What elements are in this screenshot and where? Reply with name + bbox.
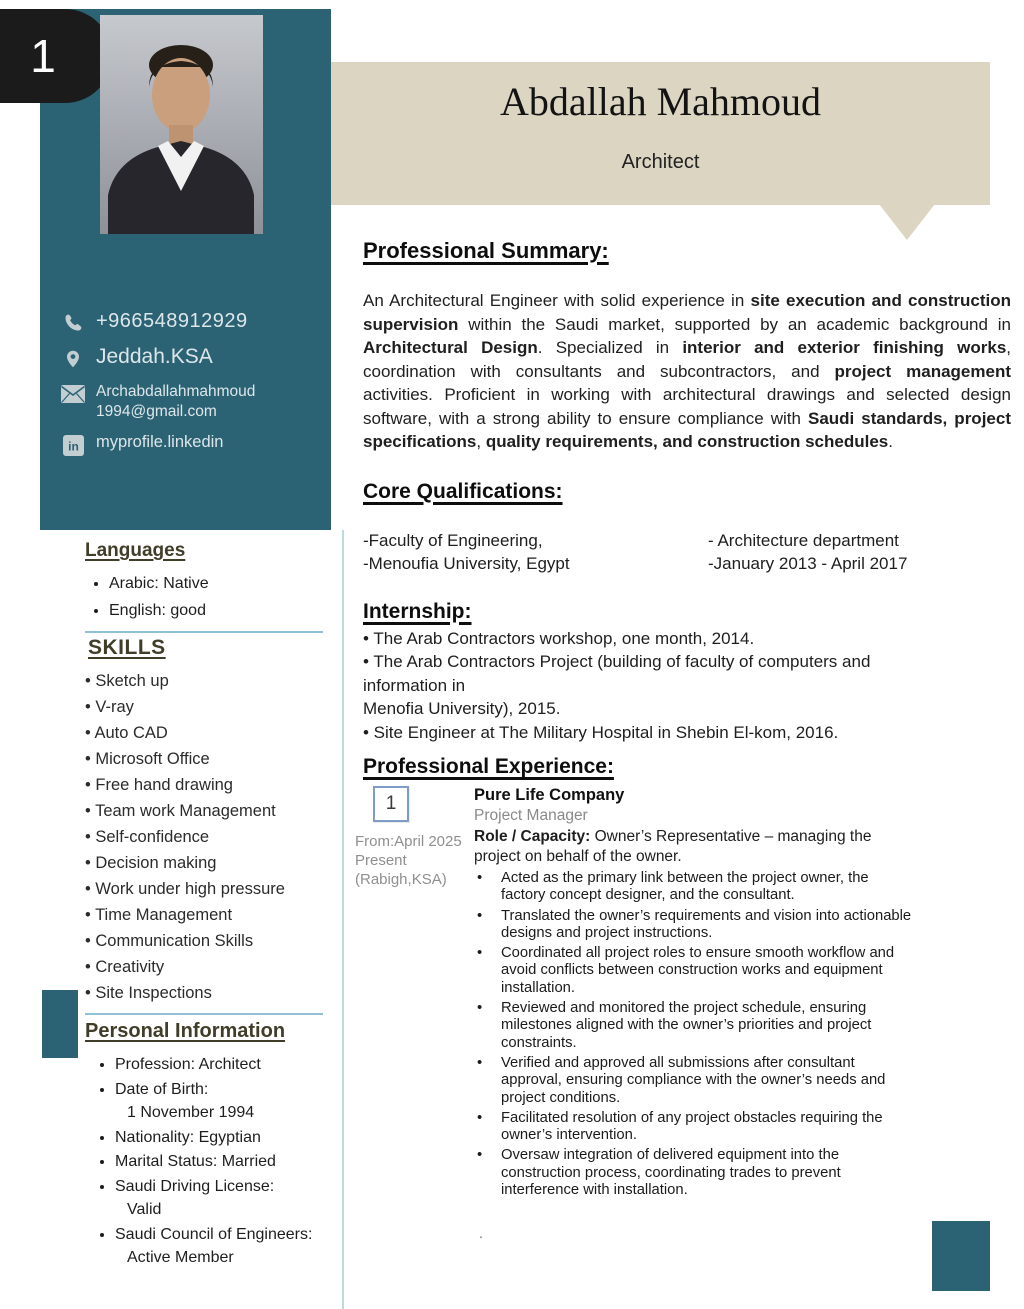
summary-segment: Architectural Design	[363, 338, 538, 357]
skill-item: • Self-confidence	[85, 824, 325, 850]
personal-info-sub: 1 November 1994	[127, 1104, 255, 1121]
summary-segment: Saudi standards, project specifications	[363, 408, 1011, 451]
skill-item: • Creativity	[85, 954, 325, 980]
company-name: Pure Life Company	[474, 786, 625, 804]
sidebar-sections	[85, 540, 325, 1271]
skill-item: • Auto CAD	[85, 720, 325, 746]
personal-info-item	[115, 1150, 325, 1174]
experience-entry	[355, 786, 1011, 1242]
summary-segment: ,	[476, 432, 486, 451]
experience-meta	[355, 786, 474, 1241]
summary-segment: .	[888, 432, 893, 451]
summary-heading: Professional Summary:	[363, 238, 609, 263]
contact-phone: +966548912929	[96, 310, 248, 332]
skill-item: • Microsoft Office	[85, 746, 325, 772]
contact-email-row	[60, 382, 326, 422]
skill-item: • Site Inspections	[85, 980, 325, 1006]
summary-paragraph	[363, 289, 1011, 454]
experience-number-box: 1	[373, 786, 409, 822]
skill-item: • Work under high pressure	[85, 876, 325, 902]
summary-segment: project management	[834, 361, 1011, 381]
svg-text:in: in	[67, 439, 79, 454]
experience-bullet: • Translated the owner’s requirements and vision into actionable designs and project instructions.	[474, 908, 914, 943]
personal-info-main: • Marital Status: Married	[115, 1153, 276, 1170]
role-capacity	[474, 827, 904, 866]
role-capacity-text: Owner’s Representative – managing the project on behalf of the owner.	[474, 828, 872, 865]
qualifications-heading: Core Qualifications:	[363, 479, 563, 503]
qualification-line: - Architecture department	[708, 530, 899, 550]
contact-location-row	[60, 345, 326, 371]
contact-location: Jeddah.KSA	[96, 345, 213, 368]
experience-bullet: • Reviewed and monitored the project schedule, ensuring milestones aligned with the owner’s priorities and project constraints.	[474, 1000, 914, 1052]
job-title: Project Manager	[474, 807, 588, 824]
skills-list	[85, 668, 325, 1006]
trailing-dot: .	[479, 1225, 483, 1242]
personal-info-main: • Nationality: Egyptian	[115, 1128, 261, 1146]
skills-heading: SKILLS	[88, 636, 166, 659]
personal-info-main: • Profession: Architect	[115, 1056, 261, 1073]
linkedin-icon	[60, 435, 86, 456]
experience-bullet: • Oversaw integration of delivered equipment into the construction process, coordinating trades to prevent interference with installation.	[474, 1147, 914, 1199]
experience-heading: Professional Experience:	[363, 755, 614, 778]
header-band-tail-icon	[879, 204, 935, 240]
internship-line: • Site Engineer at The Military Hospital in Shebin El-kom, 2016.	[363, 722, 839, 742]
internship-list	[363, 627, 1011, 745]
internship-heading: Internship:	[363, 599, 472, 623]
contact-linkedin-row	[60, 433, 326, 456]
contact-email-line1: Archabdallahmahmoud	[96, 383, 256, 400]
personal-info-item	[115, 1126, 325, 1150]
summary-segment: An Architectural Engineer with solid experience in	[363, 291, 751, 310]
header-band	[331, 62, 990, 205]
summary-segment: within the Saudi market, supported by an academic background in	[458, 314, 1011, 334]
languages-list	[109, 570, 325, 624]
experience-details	[474, 786, 922, 1241]
experience-bullets	[474, 870, 919, 1199]
contact-email	[96, 382, 255, 422]
personal-info-heading: Personal Information	[85, 1020, 286, 1042]
divider-line	[85, 1013, 323, 1015]
qualifications-right	[708, 529, 1011, 575]
summary-segment: quality requirements, and construction schedules	[485, 432, 889, 451]
contact-linkedin: myprofile.linkedin	[96, 433, 224, 451]
skill-item: • V-ray	[85, 694, 325, 720]
languages-heading: Languages	[85, 540, 186, 561]
experience-date-line: From:April 2025	[355, 833, 462, 850]
internship-line: • The Arab Contractors Project (building of faculty of computers and	[363, 652, 871, 671]
role-capacity-label: Role / Capacity:	[474, 828, 591, 845]
skill-item: • Time Management	[85, 902, 325, 928]
language-item: • Arabic: Native	[109, 570, 325, 597]
email-icon	[60, 384, 86, 404]
personal-info-sub: Active Member	[127, 1249, 234, 1266]
summary-segment: . Specialized in	[537, 338, 683, 357]
phone-icon	[60, 312, 86, 334]
page-number: 1	[30, 30, 56, 82]
personal-info-item	[115, 1175, 325, 1222]
personal-info-main: • Saudi Driving License:	[115, 1177, 275, 1195]
experience-bullet: • Facilitated resolution of any project obstacles requiring the owner’s intervention.	[474, 1110, 914, 1145]
qualifications-left	[363, 529, 708, 575]
skill-item: • Team work Management	[85, 798, 325, 824]
experience-dates	[355, 832, 474, 889]
experience-bullet: • Verified and approved all submissions after consultant approval, ensuring compliance with the owner’s needs and project conditions.	[474, 1055, 914, 1107]
qualification-line: -January 2013 - April 2017	[708, 553, 908, 573]
skill-item: • Sketch up	[85, 668, 325, 694]
contact-email-line2: 1994@gmail.com	[96, 403, 217, 420]
experience-date-line: (Rabigh,KSA)	[355, 871, 447, 888]
personal-info-list	[115, 1053, 325, 1270]
skill-item: • Decision making	[85, 850, 325, 876]
qualifications-columns	[363, 529, 1011, 575]
skill-item: • Free hand drawing	[85, 772, 325, 798]
column-divider-line	[342, 530, 344, 1309]
profile-photo	[100, 15, 263, 234]
experience-bullet: • Coordinated all project roles to ensure smooth workflow and avoid conflicts between construction works and equipment installation.	[474, 945, 914, 997]
personal-info-main: • Date of Birth:	[115, 1080, 209, 1098]
internship-line: • The Arab Contractors workshop, one month, 2014.	[363, 628, 755, 648]
summary-segment: activities. Proficient in working with architectural drawings and selected design software, with a strong ability to ensure compliance with	[363, 385, 1011, 428]
personal-info-item	[115, 1078, 325, 1125]
internship-line: Menofia University), 2015.	[363, 699, 561, 718]
personal-info-main: • Saudi Council of Engineers:	[115, 1225, 313, 1243]
summary-segment: , coordination with consultants and subcontractors, and	[363, 338, 1012, 381]
experience-date-line: Present	[355, 852, 407, 869]
experience-bullet: • Acted as the primary link between the project owner, the factory concept designer, and the consultant.	[474, 870, 914, 905]
contact-phone-row	[60, 310, 326, 334]
skill-item: • Communication Skills	[85, 928, 325, 954]
candidate-name: Abdallah Mahmoud	[499, 79, 822, 124]
summary-segment: site execution and construction supervision	[363, 291, 1011, 334]
internship-line: information in	[363, 675, 466, 695]
candidate-title: Architect	[621, 151, 700, 173]
main-column	[355, 238, 1012, 1242]
language-item: • English: good	[109, 597, 325, 624]
location-pin-icon	[60, 347, 86, 371]
divider-line	[85, 631, 323, 633]
qualification-line: -Faculty of Engineering,	[363, 530, 543, 550]
personal-info-sub: Valid	[127, 1201, 162, 1218]
summary-segment: interior and exterior finishing works	[682, 338, 1007, 357]
personal-info-item	[115, 1053, 325, 1077]
page-number-badge	[0, 9, 112, 103]
qualification-line: -Menoufia University, Egypt	[363, 553, 570, 573]
personal-info-item	[115, 1223, 325, 1270]
left-accent-square	[42, 990, 78, 1058]
contact-block	[60, 310, 326, 467]
